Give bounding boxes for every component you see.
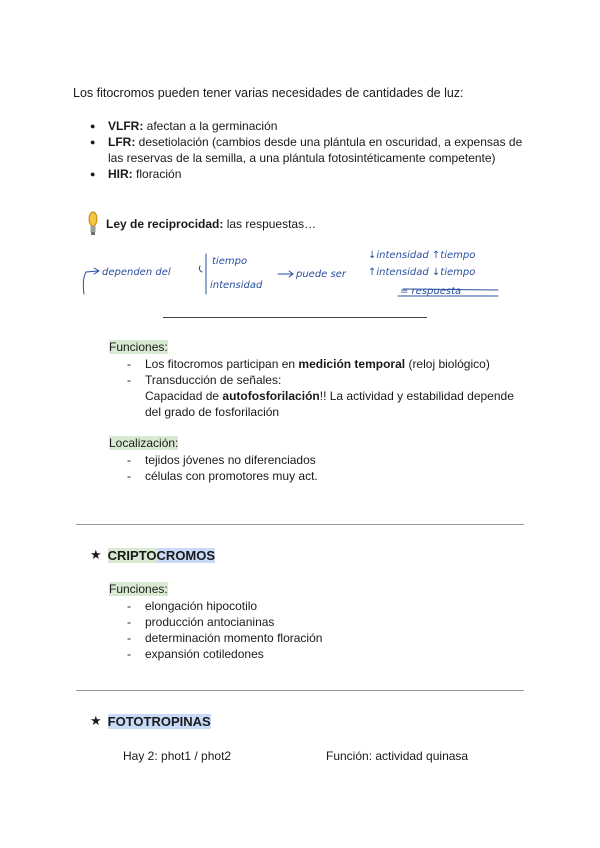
autofosforilacion-text (145, 388, 525, 420)
cont-text: !! La actividad y estabilidad depende del grado de fosforilación (145, 389, 514, 419)
item-text: producción antocianinas (145, 615, 275, 629)
localizacion-label-text: Localización: (109, 436, 179, 450)
cont-bold: autofosforilación (222, 389, 320, 403)
localizacion-label (109, 436, 178, 450)
list-item (90, 166, 538, 182)
item-text: Transducción de señales: (145, 373, 282, 387)
light-types-list (90, 118, 538, 182)
item-bold: medición temporal (298, 357, 406, 371)
list-item (127, 372, 490, 388)
list-item (127, 452, 318, 468)
term-vlfr: VLFR: (108, 119, 144, 133)
fitocromos-funciones-list (127, 356, 490, 388)
item-text: Los fitocromos participan en (145, 357, 299, 371)
item-text: elongación hipocotilo (145, 599, 258, 613)
term-lfr: LFR: (108, 135, 136, 149)
funciones-label-text: Funciones: (109, 340, 168, 354)
list-item (90, 118, 538, 134)
localizacion-list (127, 452, 318, 484)
hw-intensidad: intensidad (210, 280, 263, 291)
hw-puede-ser: puede ser (296, 269, 346, 280)
hw-line1: ↓intensidad ↑tiempo (368, 250, 476, 261)
fototropinas-heading (90, 713, 211, 729)
funciones-label (109, 340, 168, 354)
heading-part-b: CROMOS (156, 547, 216, 563)
section-divider (76, 690, 524, 691)
list-item (127, 646, 322, 662)
item-text: (reloj biológico) (405, 357, 490, 371)
heading-text: FOTOTROPINAS (107, 713, 211, 729)
hw-line3: = respuesta (400, 286, 462, 297)
list-item (127, 468, 318, 484)
item-text: tejidos jóvenes no diferenciados (145, 453, 316, 467)
desc-hir: floración (136, 167, 182, 181)
star-icon: ★ (90, 713, 102, 728)
intro-text: Los fitocromos pueden tener varias necesidades de cantidades de luz: (73, 86, 464, 100)
list-item (127, 630, 322, 646)
ley-reciprocidad (88, 210, 316, 238)
star-icon: ★ (90, 547, 102, 562)
ley-term: Ley de reciprocidad: (106, 217, 224, 231)
list-item (127, 598, 322, 614)
cont-text: Capacidad de (145, 389, 223, 403)
list-item (90, 134, 538, 166)
hay-text: Hay 2: phot1 / phot2 (123, 749, 232, 763)
list-item (127, 614, 322, 630)
cripto-funciones-label (109, 582, 168, 596)
criptocromos-funciones-list (127, 598, 322, 662)
item-text: expansión cotiledones (145, 647, 264, 661)
handwritten-note (78, 244, 518, 304)
section-divider (76, 524, 524, 525)
funcion-text: Función: actividad quinasa (326, 749, 469, 763)
divider (163, 317, 427, 318)
list-item (127, 356, 490, 372)
hw-dependen: dependen del (102, 267, 171, 278)
criptocromos-heading (90, 547, 215, 563)
lightbulb-icon (88, 210, 98, 238)
item-text: células con promotores muy act. (145, 469, 318, 483)
ley-text: las respuestas… (226, 217, 317, 231)
hw-line2: ↑intensidad ↓tiempo (368, 267, 476, 278)
hw-tiempo: tiempo (212, 256, 248, 267)
desc-vlfr: afectan a la germinación (146, 119, 278, 133)
heading-part-a: CRIPTO (107, 547, 157, 563)
funciones-label-text: Funciones: (109, 582, 168, 596)
desc-lfr: desetiolación (cambios desde una plántula en oscuridad, a expensas de las reservas de la semilla, a una plántula fotosintéticamente competente) (108, 135, 523, 165)
item-text: determinación momento floración (145, 631, 323, 645)
term-hir: HIR: (108, 167, 133, 181)
